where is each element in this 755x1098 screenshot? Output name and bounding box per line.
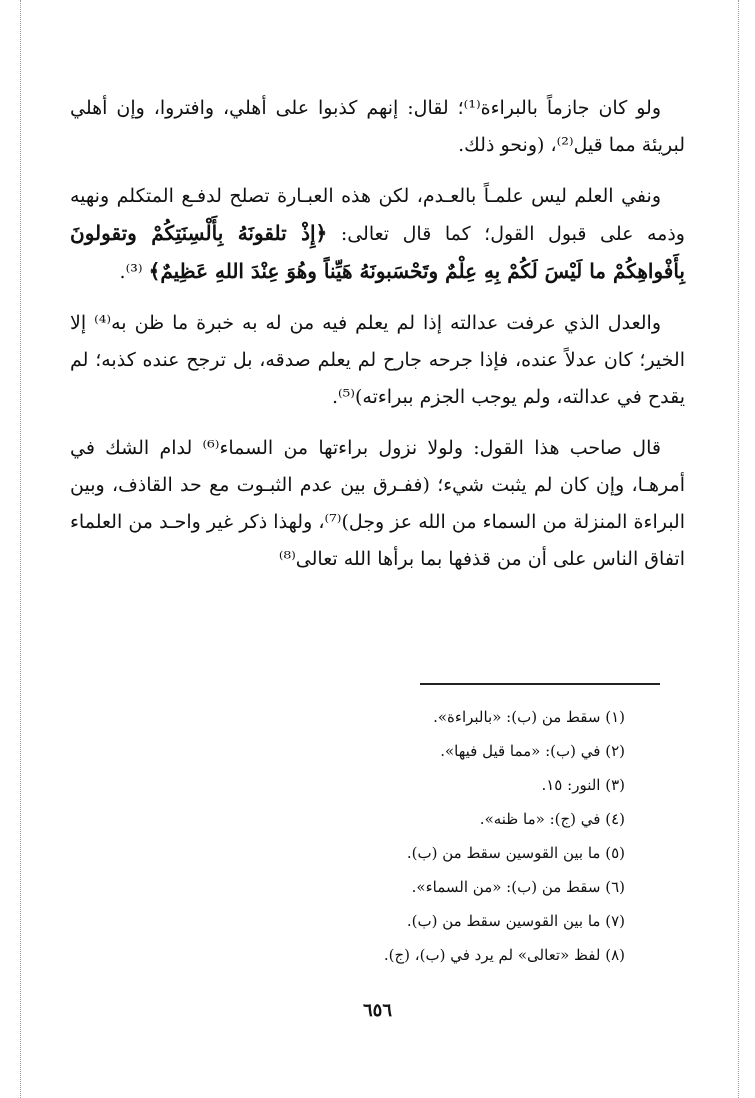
page-body: [70, 90, 685, 592]
footnote-1: (١) سقط من (ب): «بالبراءة».: [433, 708, 625, 726]
footnote-8: (٨) لفظ «تعالى» لم يرد في (ب)، (ج).: [383, 946, 625, 964]
quran-footnote-ref: ⁽³⁾.: [119, 261, 143, 283]
paragraph-3: والعدل الذي عرفت عدالته إذا لم يعلم فيه من له به خبرة ما ظن به⁽⁴⁾ إلا الخير؛ كان عدلاً عنده، فإذا جرحه جارح لم يعلم صدقه، بل ترجح عنده كذبه؛ لم يقدح في عدالته، ولم يوجب الجزم ببراءته)⁽⁵⁾.: [70, 312, 685, 408]
footnote-7: (٧) ما بين القوسين سقط من (ب).: [406, 912, 625, 930]
footnote-6: (٦) سقط من (ب): «من السماء».: [411, 878, 625, 896]
footnote-separator: [420, 683, 660, 685]
footnote-3: (٣) النور: ١٥.: [541, 776, 625, 794]
paragraph-4: قال صاحب هذا القول: ولولا نزول براءتها من السماء⁽⁶⁾ لدام الشك في أمرهـا، وإن كان لم يثبت شيء؛ (ففـرق بين عدم الثبـوت مع حد القاذف، وبين البراءة المنزلة من السماء من الله عز وجل)⁽⁷⁾، ولهذا ذكر غير واحـد من العلماء اتفاق الناس على أن من قذفها بما برأها الله تعالى⁽⁸⁾: [70, 437, 686, 570]
paragraph-1: ولو كان جازماً بالبراءة⁽¹⁾؛ لقال: إنهم كذبوا على أهلي، وافتروا، وإن أهلي لبريئة مما قيل⁽²⁾، (ونحو ذلك.: [70, 97, 685, 156]
footnotes-list: [200, 700, 625, 972]
scan-edge-right: [738, 0, 739, 1098]
footnote-2: (٢) في (ب): «مما قيل فيها».: [440, 742, 625, 760]
footnote-4: (٤) في (ج): «ما ظنه».: [479, 810, 625, 828]
paragraph-2: [70, 178, 685, 291]
scan-edge-left: [20, 0, 21, 1098]
quran-verse: ﴿إِذْ تلقونَهُ بِأَلْسِنَتِكُمْ وتقولونَ بِأَفْواهِكُمْ ما لَيْسَ لَكُمْ بِهِ عِلْمٌ وتَحْسَبونَهُ هَيِّناً وهُوَ عِنْدَ اللهِ عَظِيمٌ﴾: [70, 221, 685, 283]
page-number: ٦٥٦: [362, 1000, 392, 1021]
footnote-5: (٥) ما بين القوسين سقط من (ب).: [406, 844, 625, 862]
paragraph-2-text: ونفي العلم ليس علمـاً بالعـدم، لكن هذه العبـارة تصلح لدفـع المتكلم ونهيه وذمه على قبول القول؛ كما قال تعالى:: [70, 185, 685, 245]
